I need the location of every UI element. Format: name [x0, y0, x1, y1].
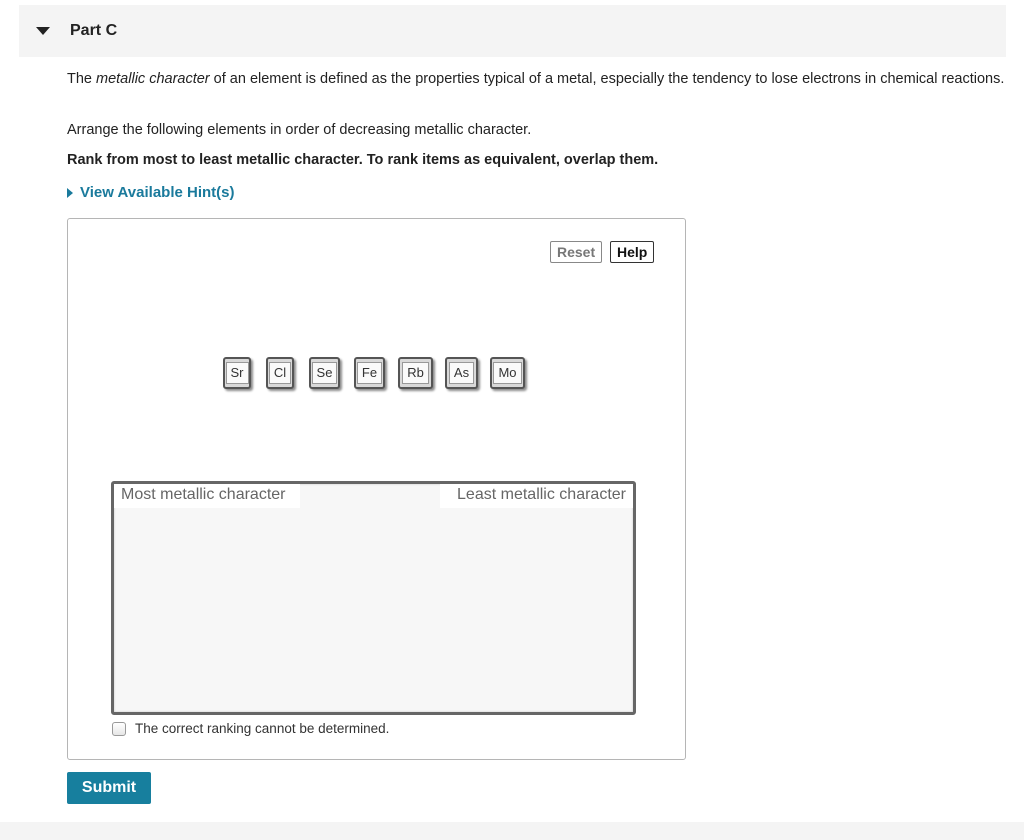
- element-tile-mo[interactable]: [490, 357, 525, 389]
- submit-button[interactable]: Submit: [67, 772, 151, 804]
- intro-prefix: The: [67, 71, 97, 87]
- cannot-determine-label: The correct ranking cannot be determined.: [135, 721, 390, 736]
- intro-text: [67, 70, 1007, 88]
- ranking-drop-zone[interactable]: [111, 481, 636, 715]
- view-hints-link[interactable]: [67, 184, 235, 201]
- element-tile-label: Sr: [226, 362, 249, 384]
- element-tile-label: Cl: [269, 362, 291, 384]
- element-tile-rb[interactable]: [398, 357, 433, 389]
- collapse-caret-icon[interactable]: [36, 27, 50, 35]
- part-title: Part C: [70, 22, 118, 39]
- element-tile-label: Mo: [493, 362, 521, 384]
- reset-button[interactable]: Reset: [550, 241, 602, 263]
- most-metallic-label: Most metallic character: [114, 484, 300, 508]
- least-metallic-label: Least metallic character: [440, 484, 633, 508]
- question-content: [67, 70, 1007, 201]
- element-tile-label: Fe: [357, 362, 382, 384]
- part-header[interactable]: [19, 5, 1006, 57]
- element-tile-as[interactable]: [445, 357, 478, 389]
- element-tile-label: Rb: [402, 362, 429, 384]
- cannot-determine-option[interactable]: [112, 721, 389, 736]
- element-tile-sr[interactable]: [223, 357, 251, 389]
- help-button[interactable]: Help: [610, 241, 654, 263]
- instruction-text: Rank from most to least metallic character. To rank items as equivalent, overlap them.: [67, 152, 659, 168]
- element-tile-se[interactable]: [309, 357, 340, 389]
- hint-link-label: View Available Hint(s): [80, 184, 235, 201]
- ranking-panel: [67, 218, 686, 760]
- arrange-text: Arrange the following elements in order of decreasing metallic character.: [67, 122, 532, 138]
- intro-term: metallic character: [96, 71, 210, 87]
- element-tile-label: As: [449, 362, 474, 384]
- element-tile-cl[interactable]: [266, 357, 294, 389]
- element-tile-fe[interactable]: [354, 357, 385, 389]
- hint-caret-icon: [67, 188, 73, 198]
- cannot-determine-checkbox[interactable]: [112, 722, 126, 736]
- footer-strip: [0, 822, 1024, 840]
- element-tile-label: Se: [312, 362, 338, 384]
- intro-suffix: of an element is defined as the properties typical of a metal, especially the tendency to lose electrons in chemical reactions.: [209, 71, 1005, 87]
